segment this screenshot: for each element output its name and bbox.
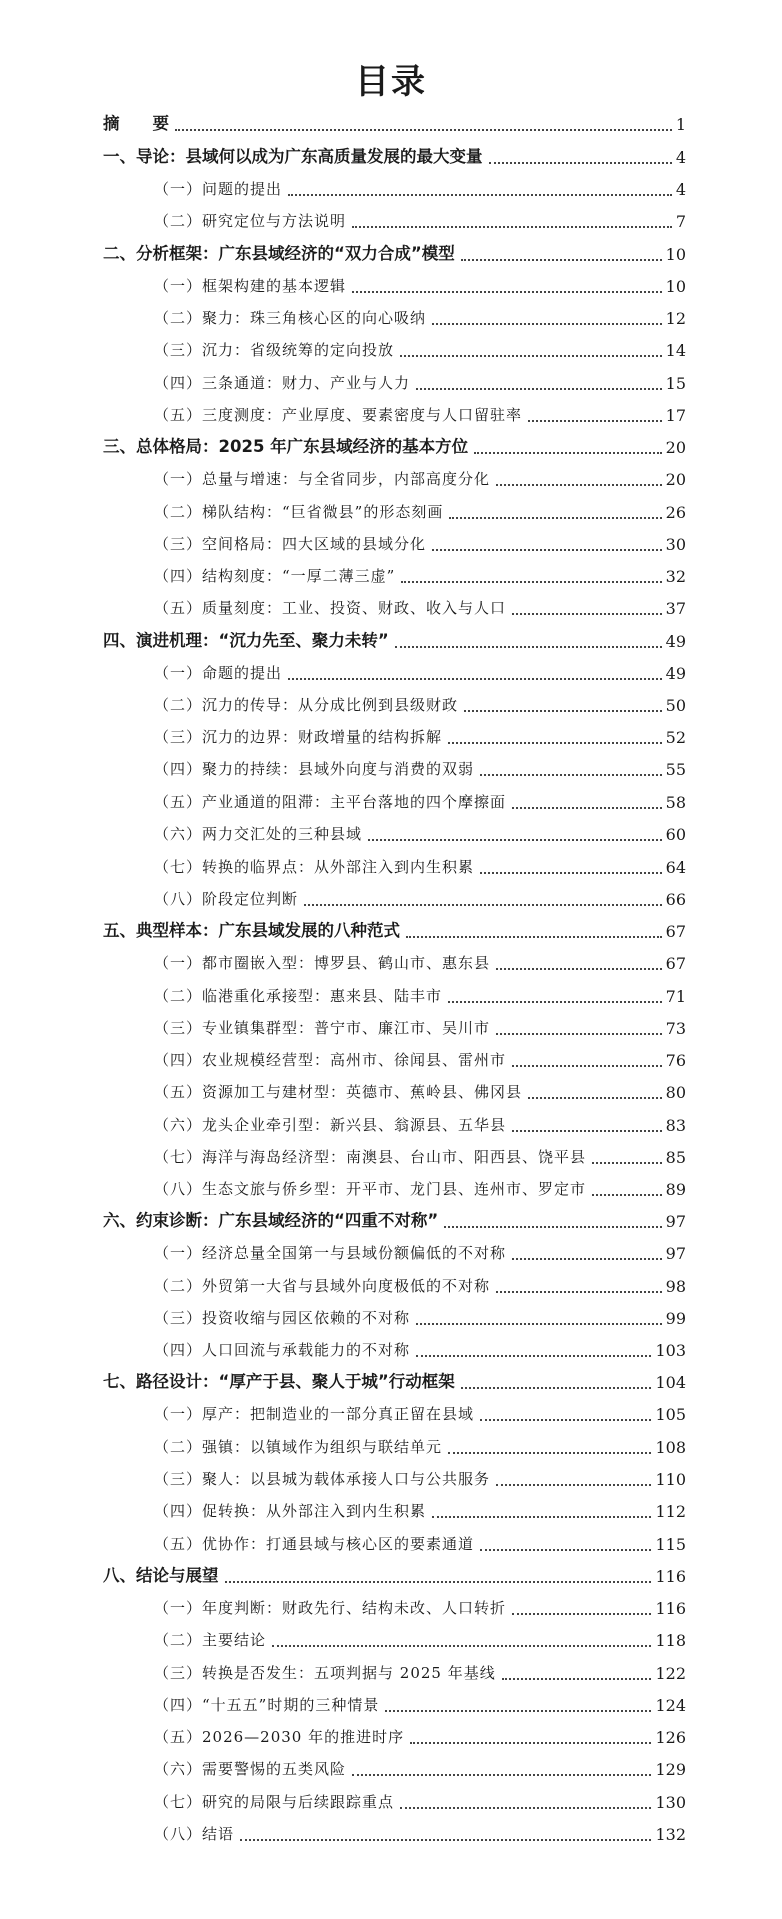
- toc-section-entry[interactable]: [154, 1818, 686, 1844]
- toc-section-entry[interactable]: [154, 302, 686, 328]
- dot-leader: [304, 903, 662, 906]
- dot-leader: [385, 1709, 651, 1712]
- dot-leader: [240, 1838, 651, 1841]
- dot-leader: [352, 290, 662, 293]
- toc-entry-page-number: 10: [665, 245, 686, 264]
- toc-entry-label: （二）聚力：珠三角核心区的向心吸纳: [154, 309, 427, 327]
- toc-entry-page-number: 105: [655, 1405, 686, 1424]
- dot-leader: [448, 1000, 662, 1003]
- toc-chapter-entry[interactable]: [103, 141, 686, 167]
- toc-section-entry[interactable]: [154, 1302, 686, 1328]
- dot-leader: [480, 1548, 651, 1551]
- dot-leader: [461, 258, 662, 261]
- dot-leader: [502, 1677, 652, 1680]
- toc-section-entry[interactable]: [154, 528, 686, 554]
- toc-section-entry[interactable]: [154, 205, 686, 231]
- dot-leader: [395, 645, 662, 648]
- toc-entry-label: （八）生态文旅与侨乡型：开平市、龙门县、连州市、罗定市: [154, 1180, 587, 1198]
- toc-section-entry[interactable]: [154, 753, 686, 779]
- toc-section-entry[interactable]: [154, 592, 686, 618]
- toc-entry-label: （五）产业通道的阻滞：主平台落地的四个摩擦面: [154, 793, 507, 811]
- toc-entry-page-number: 4: [675, 148, 686, 167]
- toc-entry-page-number: 66: [665, 890, 686, 909]
- toc-entry-label: （四）人口回流与承载能力的不对称: [154, 1341, 411, 1359]
- toc-entry-label: （三）沉力的边界：财政增量的结构拆解: [154, 728, 443, 746]
- toc-section-entry[interactable]: [154, 1173, 686, 1199]
- toc-entry-label: （四）“十五五”时期的三种情景: [154, 1696, 380, 1714]
- toc-entry-label: 三、总体格局：2025 年广东县域经济的基本方位: [103, 437, 469, 456]
- toc-entry-page-number: 116: [655, 1567, 686, 1586]
- dot-leader: [410, 1741, 651, 1744]
- toc-entry-label: （五）2026—2030 年的推进时序: [154, 1728, 405, 1746]
- toc-entry-label: （七）研究的局限与后续跟踪重点: [154, 1793, 395, 1811]
- toc-entry-label: （三）空间格局：四大区域的县域分化: [154, 535, 427, 553]
- toc-section-entry[interactable]: [154, 1689, 686, 1715]
- dot-leader: [416, 1322, 662, 1325]
- toc-entry-label: （七）转换的临界点：从外部注入到内生积累: [154, 858, 475, 876]
- toc-section-entry[interactable]: [154, 689, 686, 715]
- toc-entry-page-number: 104: [655, 1373, 686, 1392]
- toc-entry-page-number: 83: [665, 1116, 686, 1135]
- toc-entry-label: （二）强镇：以镇域作为组织与联结单元: [154, 1438, 443, 1456]
- toc-chapter-entry[interactable]: [103, 1366, 686, 1392]
- toc-section-entry[interactable]: [154, 1657, 686, 1683]
- dot-leader: [528, 1096, 662, 1099]
- toc-section-entry[interactable]: [154, 851, 686, 877]
- dot-leader: [480, 871, 662, 874]
- toc-entry-page-number: 130: [655, 1793, 686, 1812]
- toc-section-entry[interactable]: [154, 1012, 686, 1038]
- dot-leader: [406, 935, 662, 938]
- dot-leader: [496, 1483, 651, 1486]
- toc-section-entry[interactable]: [154, 721, 686, 747]
- toc-entry-page-number: 126: [655, 1728, 686, 1747]
- dot-leader: [464, 709, 662, 712]
- toc-entry-label: （三）专业镇集群型：普宁市、廉江市、吴川市: [154, 1019, 491, 1037]
- dot-leader: [512, 1257, 662, 1260]
- toc-chapter-entry[interactable]: [103, 1560, 686, 1586]
- toc-entry-label: 八、结论与展望: [103, 1566, 219, 1585]
- toc-entry-page-number: 20: [665, 470, 686, 489]
- dot-leader: [474, 451, 661, 454]
- toc-chapter-entry[interactable]: [103, 1205, 686, 1231]
- toc-entry-page-number: 112: [655, 1502, 686, 1521]
- toc-section-entry[interactable]: [154, 1431, 686, 1457]
- toc-chapter-entry[interactable]: [103, 915, 686, 941]
- dot-leader: [496, 483, 662, 486]
- dot-leader: [432, 548, 662, 551]
- toc-entry-page-number: 60: [665, 825, 686, 844]
- toc-entry-label: （二）主要结论: [154, 1631, 267, 1649]
- toc-section-entry[interactable]: [154, 1141, 686, 1167]
- toc-entry-page-number: 129: [655, 1760, 686, 1779]
- toc-entry-page-number: 76: [665, 1051, 686, 1070]
- toc-entry-label: （一）都市圈嵌入型：博罗县、鹤山市、惠东县: [154, 954, 491, 972]
- toc-entry-label: （一）问题的提出: [154, 180, 283, 198]
- toc-entry-page-number: 115: [655, 1535, 686, 1554]
- dot-leader: [444, 1225, 661, 1228]
- dot-leader: [400, 1806, 651, 1809]
- toc-entry-label: （八）阶段定位判断: [154, 890, 299, 908]
- toc-entry-label: （二）沉力的传导：从分成比例到县级财政: [154, 696, 459, 714]
- toc-entry-page-number: 49: [665, 664, 686, 683]
- toc-entry-label: （六）龙头企业牵引型：新兴县、翁源县、五华县: [154, 1116, 507, 1134]
- toc-entry-label: （五）三度测度：产业厚度、要素密度与人口留驻率: [154, 406, 523, 424]
- toc-entry-label: （七）海洋与海岛经济型：南澳县、台山市、阳西县、饶平县: [154, 1148, 587, 1166]
- toc-entry-page-number: 67: [665, 922, 686, 941]
- dot-leader: [448, 741, 662, 744]
- toc-entry-label: （四）结构刻度：“一厚二薄三虚”: [154, 567, 396, 585]
- dot-leader: [528, 419, 662, 422]
- toc-section-entry[interactable]: [154, 1109, 686, 1135]
- toc-entry-label: （二）临港重化承接型：惠来县、陆丰市: [154, 987, 443, 1005]
- toc-entry-label: 二、分析框架：广东县域经济的“双力合成”模型: [103, 244, 455, 263]
- toc-section-entry[interactable]: [154, 1334, 686, 1360]
- dot-leader: [512, 1129, 662, 1132]
- dot-leader: [496, 1032, 662, 1035]
- dot-leader: [401, 580, 661, 583]
- toc-section-entry[interactable]: [154, 1270, 686, 1296]
- toc-entry-label: （六）两力交汇处的三种县域: [154, 825, 363, 843]
- dot-leader: [592, 1161, 662, 1164]
- toc-entry-page-number: 132: [655, 1825, 686, 1844]
- toc-section-entry[interactable]: [154, 1786, 686, 1812]
- toc-chapter-entry[interactable]: [103, 238, 686, 264]
- toc-entry-page-number: 110: [655, 1470, 686, 1489]
- toc-entry-page-number: 49: [665, 632, 686, 651]
- toc-section-entry[interactable]: [154, 1624, 686, 1650]
- toc-entry-page-number: 99: [665, 1309, 686, 1328]
- toc-section-entry[interactable]: [154, 657, 686, 683]
- toc-entry-label: （四）农业规模经营型：高州市、徐闻县、雷州市: [154, 1051, 507, 1069]
- toc-entry-label: 四、演进机理：“沉力先至、聚力未转”: [103, 631, 389, 650]
- toc-entry-page-number: 64: [665, 858, 686, 877]
- toc-entry-page-number: 124: [655, 1696, 686, 1715]
- dot-leader: [175, 128, 672, 131]
- toc-section-entry[interactable]: [154, 1237, 686, 1263]
- toc-entry-label: （二）外贸第一大省与县域外向度极低的不对称: [154, 1277, 491, 1295]
- toc-entry-page-number: 118: [655, 1631, 686, 1650]
- toc-entry-label: 六、约束诊断：广东县域经济的“四重不对称”: [103, 1211, 439, 1230]
- toc-entry-page-number: 116: [655, 1599, 686, 1618]
- toc-entry-page-number: 98: [665, 1277, 686, 1296]
- toc-section-entry[interactable]: [154, 1044, 686, 1070]
- dot-leader: [368, 838, 662, 841]
- toc-entry-page-number: 108: [655, 1438, 686, 1457]
- dot-leader: [512, 806, 662, 809]
- toc-section-entry[interactable]: [154, 463, 686, 489]
- toc-entry-page-number: 103: [655, 1341, 686, 1360]
- toc-entry-label: （一）框架构建的基本逻辑: [154, 277, 347, 295]
- toc-entry-page-number: 71: [665, 987, 686, 1006]
- toc-entry-page-number: 15: [665, 374, 686, 393]
- toc-section-entry[interactable]: [154, 947, 686, 973]
- toc-entry-label: （三）投资收缩与园区依赖的不对称: [154, 1309, 411, 1327]
- toc-entry-label: （三）聚人：以县城为载体承接人口与公共服务: [154, 1470, 491, 1488]
- dot-leader: [432, 1515, 651, 1518]
- toc-entry-label: （三）沉力：省级统筹的定向投放: [154, 341, 395, 359]
- toc-entry-page-number: 97: [665, 1244, 686, 1263]
- toc-section-entry[interactable]: [154, 270, 686, 296]
- toc-entry-label: （六）需要警惕的五类风险: [154, 1760, 347, 1778]
- dot-leader: [352, 225, 672, 228]
- dot-leader: [592, 1193, 662, 1196]
- toc-entry-page-number: 17: [665, 406, 686, 425]
- toc-entry-page-number: 32: [665, 567, 686, 586]
- toc-section-entry[interactable]: [154, 1076, 686, 1102]
- dot-leader: [400, 354, 662, 357]
- toc-entry-page-number: 55: [665, 760, 686, 779]
- dot-leader: [416, 1354, 651, 1357]
- dot-leader: [480, 773, 662, 776]
- dot-leader: [225, 1580, 652, 1583]
- dot-leader: [288, 677, 662, 680]
- toc-section-entry[interactable]: [154, 1753, 686, 1779]
- toc-section-entry[interactable]: [154, 786, 686, 812]
- toc-entry-label: （四）聚力的持续：县域外向度与消费的双弱: [154, 760, 475, 778]
- toc-entry-page-number: 1: [675, 115, 686, 134]
- toc-entry-label: （一）厚产：把制造业的一部分真正留在县域: [154, 1405, 475, 1423]
- toc-entry-page-number: 52: [665, 728, 686, 747]
- dot-leader: [448, 1451, 651, 1454]
- toc-entry-label: （一）总量与增速：与全省同步，内部高度分化: [154, 470, 491, 488]
- toc-section-entry[interactable]: [154, 1528, 686, 1554]
- toc-entry-label: 摘 要: [103, 114, 169, 133]
- toc-entry-page-number: 67: [665, 954, 686, 973]
- toc-chapter-entry[interactable]: [103, 625, 686, 651]
- toc-entry-page-number: 58: [665, 793, 686, 812]
- toc-entry-page-number: 122: [655, 1664, 686, 1683]
- toc-chapter-entry[interactable]: [103, 108, 686, 134]
- toc-entry-page-number: 12: [665, 309, 686, 328]
- toc-entry-label: （一）经济总量全国第一与县域份额偏低的不对称: [154, 1244, 507, 1262]
- dot-leader: [512, 1612, 651, 1615]
- dot-leader: [461, 1386, 652, 1389]
- toc-entry-label: （八）结语: [154, 1825, 235, 1843]
- toc-section-entry[interactable]: [154, 1721, 686, 1747]
- toc-entry-page-number: 10: [665, 277, 686, 296]
- toc-section-entry[interactable]: [154, 399, 686, 425]
- dot-leader: [432, 322, 662, 325]
- toc-entry-page-number: 50: [665, 696, 686, 715]
- dot-leader: [512, 1064, 662, 1067]
- toc-entry-page-number: 14: [665, 341, 686, 360]
- dot-leader: [496, 1290, 662, 1293]
- toc-entry-page-number: 4: [675, 180, 686, 199]
- toc-entry-label: （三）转换是否发生：五项判据与 2025 年基线: [154, 1664, 496, 1682]
- toc-entry-label: （四）促转换：从外部注入到内生积累: [154, 1502, 427, 1520]
- toc-section-entry[interactable]: [154, 1592, 686, 1618]
- toc-entry-page-number: 85: [665, 1148, 686, 1167]
- page-title: 目录: [355, 62, 427, 102]
- dot-leader: [480, 1418, 651, 1421]
- toc-entry-page-number: 89: [665, 1180, 686, 1199]
- toc-entry-label: （四）三条通道：财力、产业与人力: [154, 374, 411, 392]
- toc-entry-page-number: 30: [665, 535, 686, 554]
- toc-entry-page-number: 73: [665, 1019, 686, 1038]
- toc-entry-page-number: 97: [665, 1212, 686, 1231]
- toc-entry-label: （二）研究定位与方法说明: [154, 212, 347, 230]
- toc-entry-label: （一）命题的提出: [154, 664, 283, 682]
- toc-entry-page-number: 20: [665, 438, 686, 457]
- toc-entry-label: 一、导论：县域何以成为广东高质量发展的最大变量: [103, 147, 483, 166]
- dot-leader: [512, 612, 662, 615]
- toc-section-entry[interactable]: [154, 496, 686, 522]
- toc-entry-label: 五、典型样本：广东县域发展的八种范式: [103, 921, 400, 940]
- toc-section-entry[interactable]: [154, 1398, 686, 1424]
- toc-section-entry[interactable]: [154, 1495, 686, 1521]
- dot-leader: [416, 387, 662, 390]
- toc-section-entry[interactable]: [154, 1463, 686, 1489]
- dot-leader: [272, 1644, 651, 1647]
- dot-leader: [449, 516, 661, 519]
- toc-entry-label: 七、路径设计：“厚产于县、聚人于城”行动框架: [103, 1372, 455, 1391]
- toc-section-entry[interactable]: [154, 818, 686, 844]
- toc-entry-page-number: 26: [665, 503, 686, 522]
- toc-section-entry[interactable]: [154, 980, 686, 1006]
- dot-leader: [352, 1773, 651, 1776]
- toc-entry-label: （一）年度判断：财政先行、结构未改、人口转折: [154, 1599, 507, 1617]
- toc-entry-page-number: 37: [665, 599, 686, 618]
- toc-chapter-entry[interactable]: [103, 431, 686, 457]
- dot-leader: [496, 967, 662, 970]
- toc-entry-label: （五）质量刻度：工业、投资、财政、收入与人口: [154, 599, 507, 617]
- toc-entry-label: （二）梯队结构：“巨省微县”的形态刻画: [154, 503, 444, 521]
- toc-section-entry[interactable]: [154, 173, 686, 199]
- toc-section-entry[interactable]: [154, 883, 686, 909]
- toc-entry-label: （五）资源加工与建材型：英德市、蕉岭县、佛冈县: [154, 1083, 523, 1101]
- toc-section-entry[interactable]: [154, 334, 686, 360]
- dot-leader: [288, 193, 672, 196]
- dot-leader: [489, 161, 672, 164]
- toc-section-entry[interactable]: [154, 367, 686, 393]
- toc-entry-page-number: 7: [675, 212, 686, 231]
- toc-section-entry[interactable]: [154, 560, 686, 586]
- toc-entry-label: （五）优协作：打通县域与核心区的要素通道: [154, 1535, 475, 1553]
- toc-entry-page-number: 80: [665, 1083, 686, 1102]
